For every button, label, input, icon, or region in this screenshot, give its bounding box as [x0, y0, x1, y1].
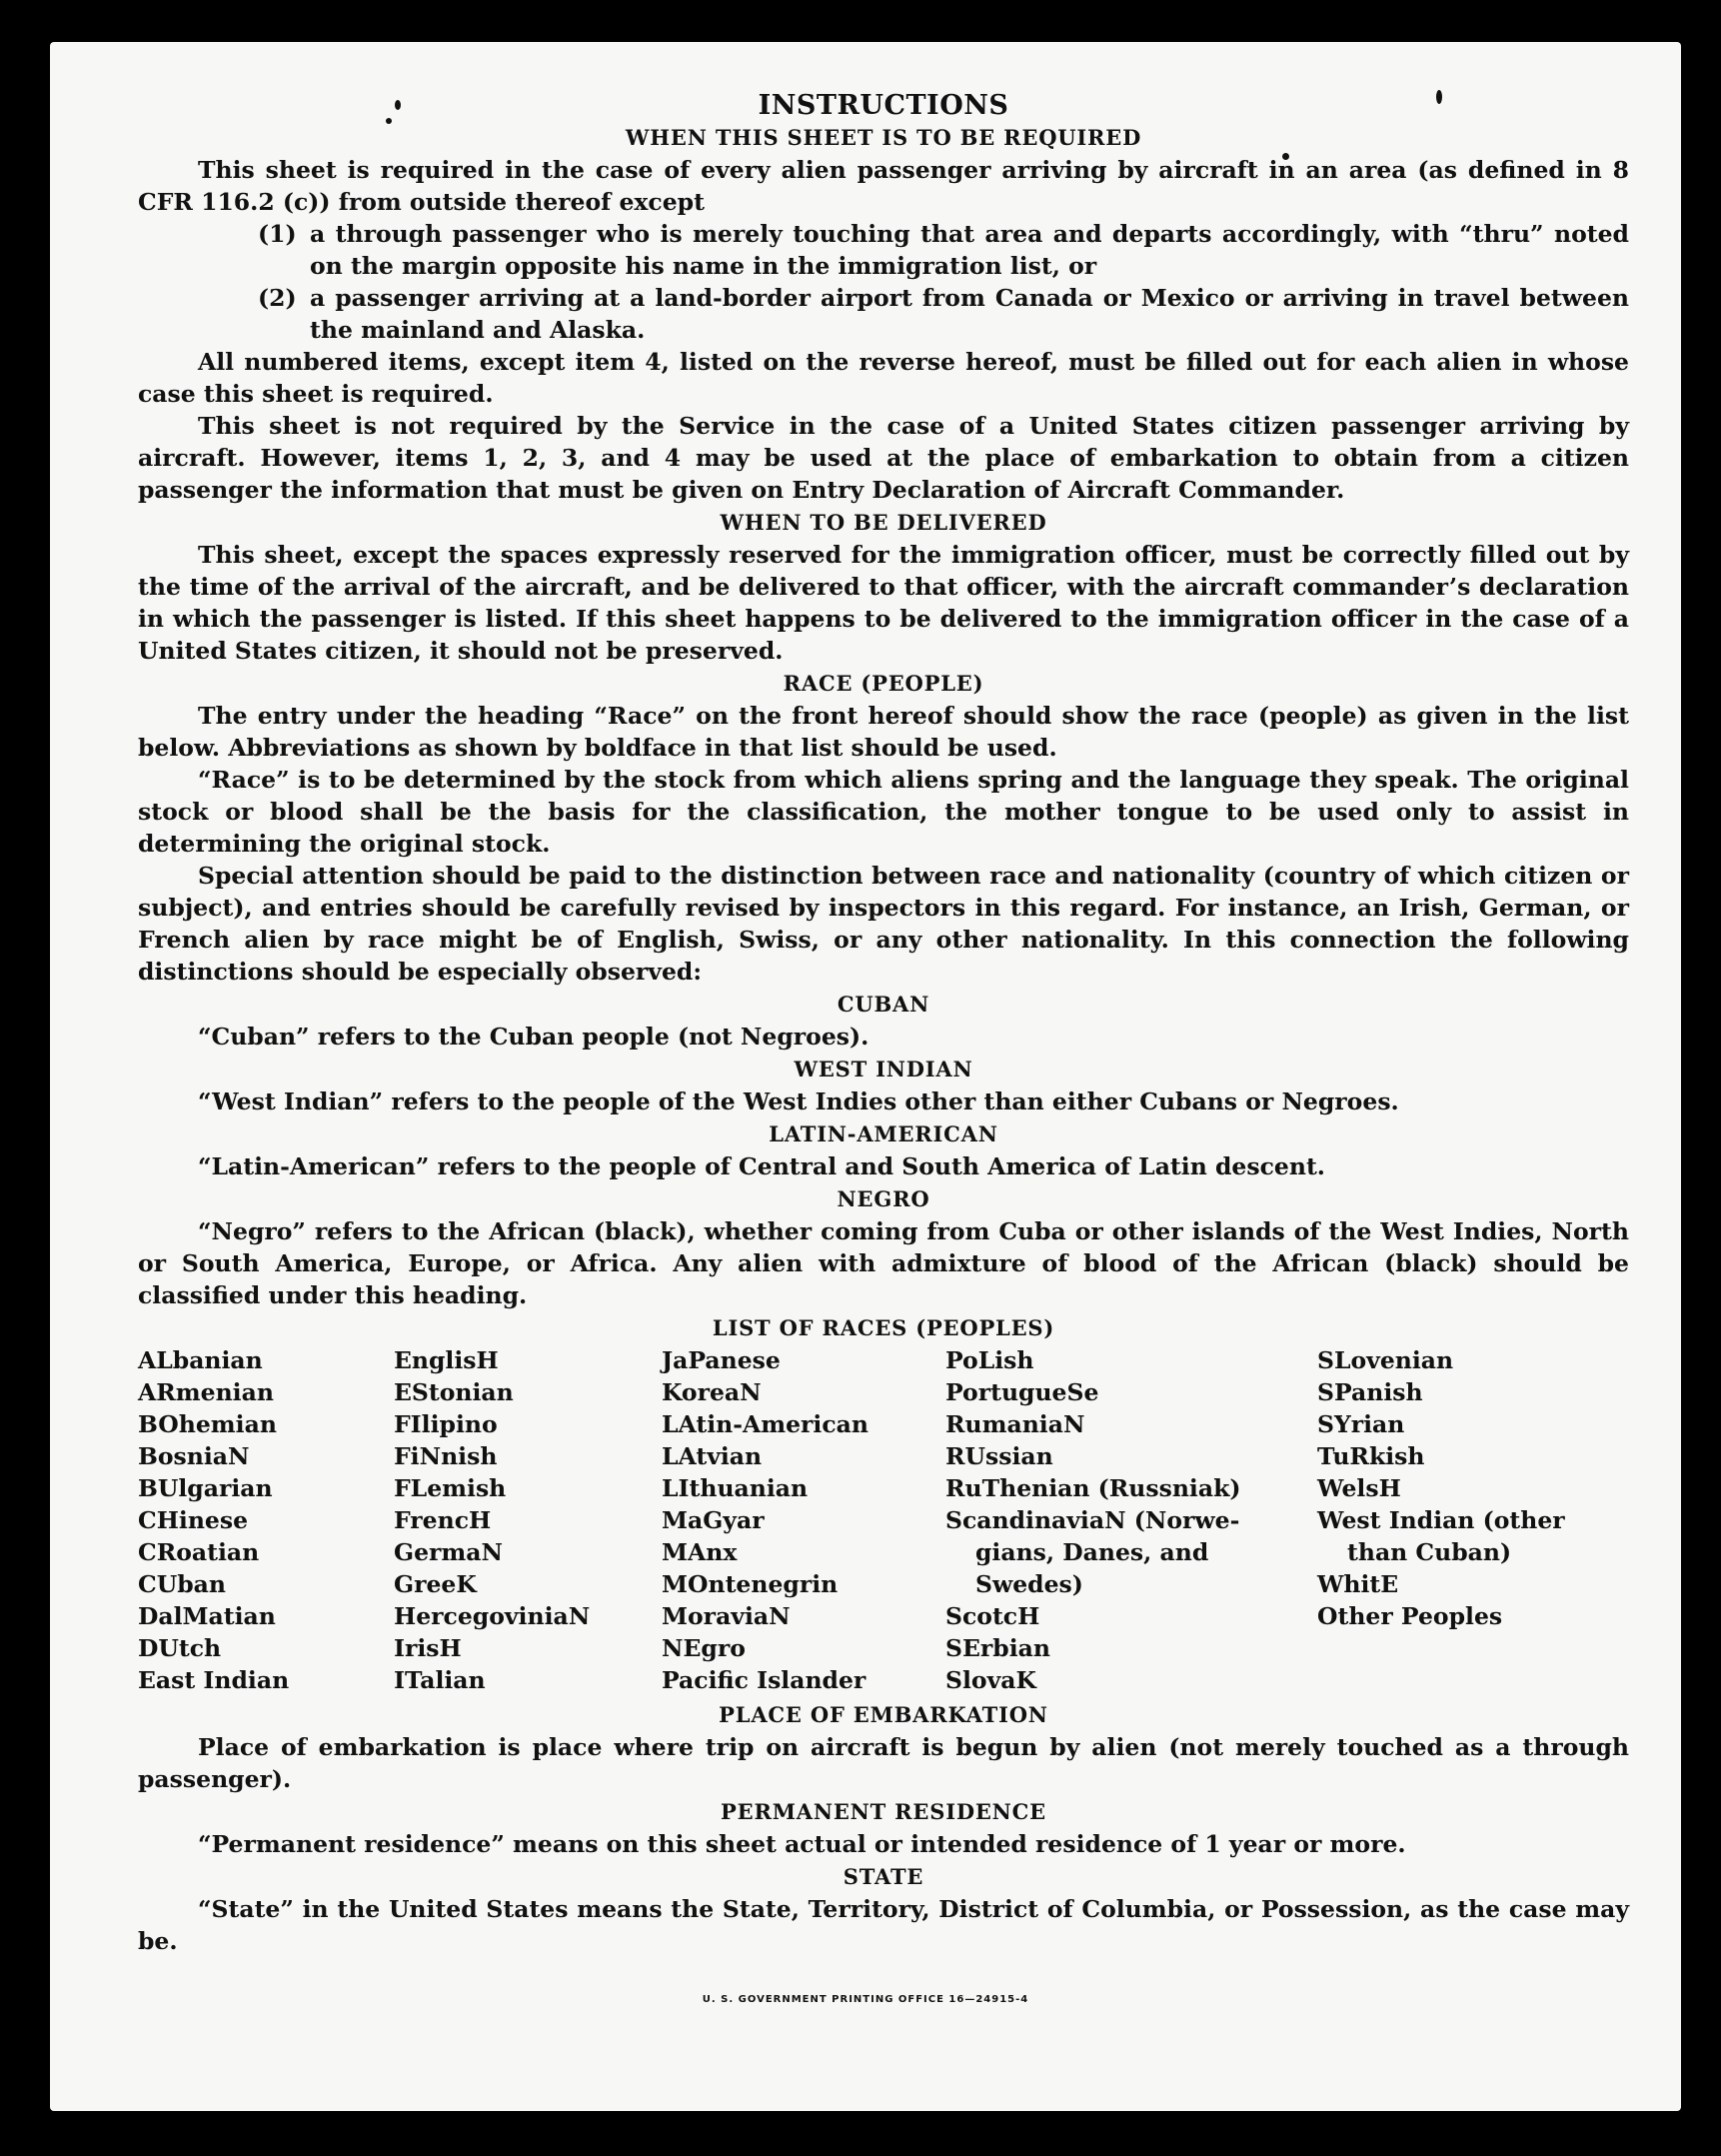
race-column: [394, 1344, 662, 1696]
race-entry: ScotcH: [945, 1602, 1040, 1630]
race-entry: RuThenian (Russniak): [945, 1474, 1241, 1502]
race-entry: ScandinaviaN (Norwe-: [945, 1506, 1240, 1534]
race-column: [945, 1344, 1317, 1696]
race-entry: CRoatian: [138, 1538, 260, 1566]
race-entry: BUlgarian: [138, 1474, 273, 1502]
race-entry: DalMatian: [138, 1602, 276, 1630]
section-heading-delivered: WHEN TO BE DELIVERED: [720, 510, 1047, 535]
race-entry: FIlipino: [394, 1410, 498, 1438]
item-text: a passenger arriving at a land-border airport from Canada or Mexico or arriving in travel between the mainland and Alaska.: [310, 284, 1629, 344]
section-heading-latin-american: LATIN-AMERICAN: [769, 1121, 998, 1146]
race-entry: LAtvian: [662, 1442, 763, 1470]
race-entry: MOntenegrin: [662, 1570, 839, 1598]
state-paragraph: “State” in the United States means the State, Territory, District of Columbia, or Possession, as the case may be.: [138, 1895, 1629, 1955]
race-entry: PortugueSe: [945, 1378, 1099, 1406]
section-heading-required: WHEN THIS SHEET IS TO BE REQUIRED: [625, 125, 1142, 150]
race-entry: LAtin-American: [662, 1410, 868, 1438]
race-entry: FLemish: [394, 1474, 507, 1502]
section-heading-negro: NEGRO: [837, 1186, 930, 1211]
race-entry: CHinese: [138, 1506, 249, 1534]
residence-paragraph: “Permanent residence” means on this sheet actual or intended residence of 1 year or more.: [198, 1830, 1406, 1858]
race-entry: RUssian: [945, 1442, 1053, 1470]
race-entry: West Indian (other: [1317, 1506, 1565, 1534]
section-heading-race: RACE (PEOPLE): [783, 671, 984, 696]
exception-item: [138, 218, 1629, 282]
section-heading-residence: PERMANENT RESIDENCE: [721, 1799, 1046, 1824]
required-intro: This sheet is required in the case of every alien passenger arriving by aircraft in an area (as defined in 8 CFR 116.2 (c)) from outside thereof except: [138, 156, 1629, 216]
race-paragraph: Special attention should be paid to the distinction between race and nationality (country of which citizen or subject), and entries should be carefully revised by inspectors in this regard. For instance, an Irish, German, or French alien by race might be of English, Swiss, or any other nationality. In this connection the following distinctions should be especially observed:: [138, 862, 1629, 986]
race-entry: KoreaN: [662, 1378, 762, 1406]
page-title: INSTRUCTIONS: [758, 90, 1009, 121]
race-entry: EStonian: [394, 1378, 514, 1406]
race-entry: IrisH: [394, 1634, 462, 1662]
embarkation-paragraph: Place of embarkation is place where trip on aircraft is begun by alien (not merely touched as a through passenger).: [138, 1733, 1629, 1793]
exception-item: [138, 282, 1629, 346]
race-entry: MoraviaN: [662, 1602, 791, 1630]
race-entry: NEgro: [662, 1634, 746, 1662]
west-indian-definition: “West Indian” refers to the people of the West Indies other than either Cubans or Negroes.: [198, 1087, 1399, 1115]
race-entry: SErbian: [945, 1634, 1050, 1662]
item-text: a through passenger who is merely touching that area and departs accordingly, with “thru” noted on the margin opposite his name in the immigration list, or: [310, 220, 1629, 280]
required-paragraph: This sheet is not required by the Service in the case of a United States citizen passenger arriving by aircraft. However, items 1, 2, 3, and 4 may be used at the place of embarkation to obtain from a citizen passenger the information that must be given on Entry Declaration of Aircraft Commander.: [138, 412, 1629, 504]
race-column: [1317, 1344, 1617, 1696]
race-entry: Other Peoples: [1317, 1602, 1503, 1630]
race-entry: Pacific Islander: [662, 1666, 866, 1694]
list-of-races-heading: LIST OF RACES (PEOPLES): [712, 1315, 1055, 1340]
instructions-body: [138, 90, 1629, 1957]
race-paragraph: The entry under the heading “Race” on the front hereof should show the race (people) as given in the list below. Abbreviations as shown by boldface in that list should be used.: [138, 702, 1629, 762]
race-entry: WelsH: [1317, 1474, 1401, 1502]
item-number: (1): [258, 220, 297, 248]
race-entry: Swedes): [975, 1570, 1083, 1598]
race-entry: SLovenian: [1317, 1346, 1454, 1374]
race-entry: GreeK: [394, 1570, 477, 1598]
race-entry: JaPanese: [662, 1346, 781, 1374]
race-entry: ALbanian: [138, 1346, 263, 1374]
race-entry: gians, Danes, and: [975, 1538, 1209, 1566]
race-entry: RumaniaN: [945, 1410, 1085, 1438]
document-page: [50, 42, 1681, 2111]
race-entry: GermaN: [394, 1538, 503, 1566]
printing-office-imprint: U. S. GOVERNMENT PRINTING OFFICE 16—24915-4: [702, 1994, 1029, 2005]
race-entry: FrencH: [394, 1506, 492, 1534]
race-entry: LIthuanian: [662, 1474, 809, 1502]
race-entry: MaGyar: [662, 1506, 765, 1534]
race-entry: TuRkish: [1317, 1442, 1425, 1470]
race-entry: BosniaN: [138, 1442, 250, 1470]
required-paragraph: All numbered items, except item 4, listed on the reverse hereof, must be filled out for each alien in whose case this sheet is required.: [138, 348, 1629, 408]
race-entry: BOhemian: [138, 1410, 277, 1438]
race-entry: WhitE: [1317, 1570, 1399, 1598]
race-entry: EnglisH: [394, 1346, 499, 1374]
negro-definition: “Negro” refers to the African (black), whether coming from Cuba or other islands of the West Indies, North or South America, Europe, or Africa. Any alien with admixture of blood of the African (black) should be classified under this heading.: [138, 1217, 1629, 1309]
item-number: (2): [258, 284, 297, 312]
section-heading-state: STATE: [843, 1864, 924, 1889]
latin-american-definition: “Latin-American” refers to the people of Central and South America of Latin descent.: [198, 1152, 1325, 1180]
race-entry: SPanish: [1317, 1378, 1423, 1406]
race-entry: SlovaK: [945, 1666, 1036, 1694]
race-column: [662, 1344, 945, 1696]
cuban-definition: “Cuban” refers to the Cuban people (not Negroes).: [198, 1023, 869, 1051]
race-entry: FiNnish: [394, 1442, 498, 1470]
race-entry: East Indian: [138, 1666, 290, 1694]
race-entry: MAnx: [662, 1538, 738, 1566]
race-paragraph: “Race” is to be determined by the stock from which aliens spring and the language they speak. The original stock or blood shall be the basis for the classification, the mother tongue to be used only to assist in determining the original stock.: [138, 766, 1629, 858]
race-column: [138, 1344, 394, 1696]
section-heading-embarkation: PLACE OF EMBARKATION: [719, 1702, 1048, 1727]
race-entry: ARmenian: [138, 1378, 274, 1406]
race-list: [138, 1344, 1629, 1696]
race-entry: SYrian: [1317, 1410, 1405, 1438]
section-heading-cuban: CUBAN: [837, 992, 930, 1017]
race-entry: PoLish: [945, 1346, 1034, 1374]
race-entry: HercegoviniaN: [394, 1602, 591, 1630]
delivered-paragraph: This sheet, except the spaces expressly reserved for the immigration officer, must be correctly filled out by the time of the arrival of the aircraft, and be delivered to that officer, with the aircraft commander’s declaration in which the passenger is listed. If this sheet happens to be delivered to the immigration officer in the case of a United States citizen, it should not be preserved.: [138, 541, 1629, 665]
race-entry: DUtch: [138, 1634, 222, 1662]
race-entry: than Cuban): [1347, 1538, 1512, 1566]
race-entry: CUban: [138, 1570, 226, 1598]
race-entry: ITalian: [394, 1666, 486, 1694]
section-heading-west-indian: WEST INDIAN: [794, 1057, 973, 1081]
